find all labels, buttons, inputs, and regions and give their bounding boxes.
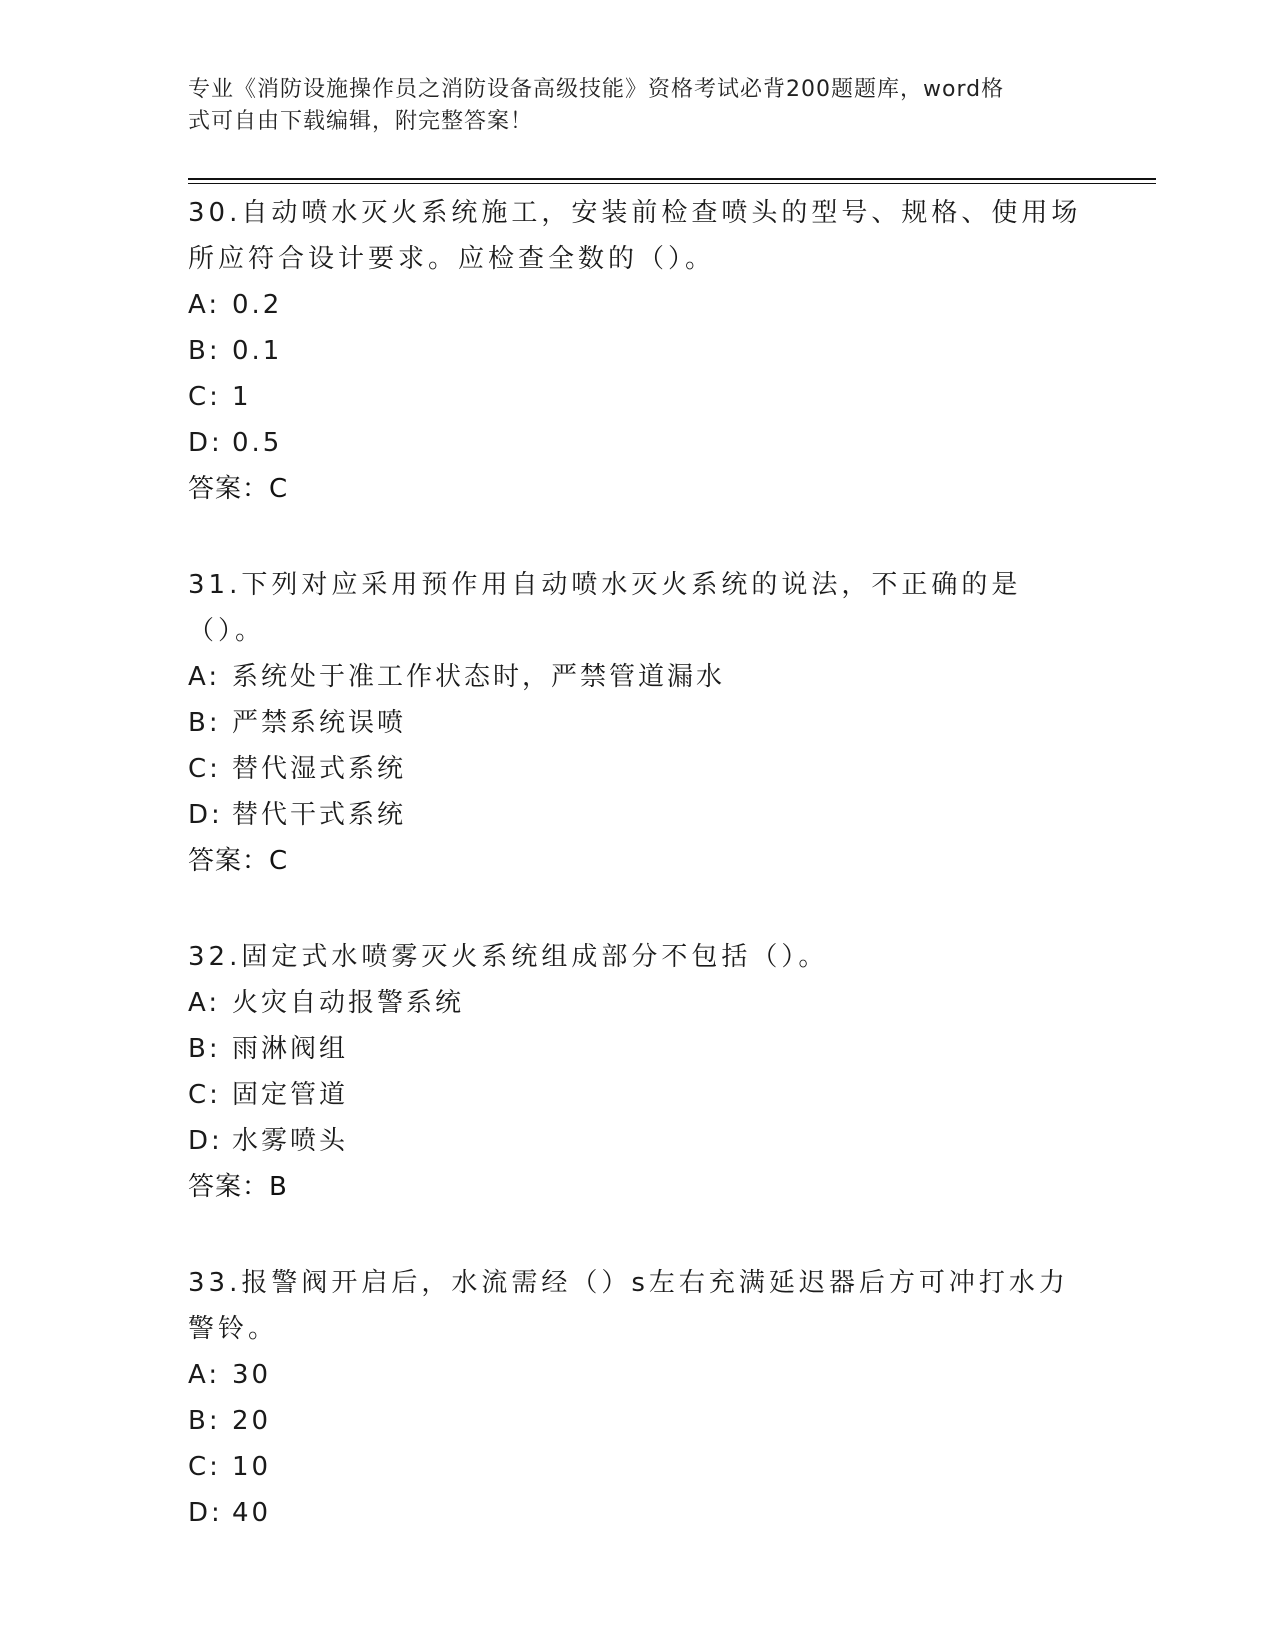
option-text: 0.5	[232, 428, 283, 458]
option-b	[188, 1398, 1088, 1444]
option-text: 40	[232, 1498, 272, 1528]
option-text: 0.1	[232, 336, 283, 366]
option-text: 替代湿式系统	[232, 754, 407, 784]
option-letter: D:	[188, 800, 223, 830]
option-letter: D:	[188, 1498, 223, 1528]
option-c	[188, 374, 1088, 420]
option-text: 30	[232, 1360, 272, 1390]
option-text: 系统处于准工作状态时，严禁管道漏水	[232, 662, 726, 692]
header-line-1: 专业《消防设施操作员之消防设备高级技能》资格考试必背200题题库，word格	[188, 77, 1005, 102]
option-d	[188, 420, 1088, 466]
option-text: 10	[232, 1452, 272, 1482]
option-a	[188, 980, 1088, 1026]
question-stem: 33.报警阀开启后，水流需经（）s左右充满延迟器后方可冲打水力警铃。	[188, 1268, 1069, 1344]
question-31	[188, 562, 1088, 884]
option-text: 水雾喷头	[232, 1126, 349, 1156]
option-text: 0.2	[232, 290, 283, 320]
option-letter: D:	[188, 1126, 223, 1156]
option-text: 雨淋阀组	[232, 1034, 349, 1064]
option-text: 1	[232, 382, 252, 412]
option-b	[188, 1026, 1088, 1072]
option-letter: D:	[188, 428, 223, 458]
option-letter: B:	[188, 708, 221, 738]
option-text: 替代干式系统	[232, 800, 407, 830]
option-text: 固定管道	[232, 1080, 349, 1110]
header-divider-thick	[188, 178, 1156, 180]
option-text: 严禁系统误喷	[232, 708, 407, 738]
option-text: 火灾自动报警系统	[232, 988, 465, 1018]
header-divider-thin	[188, 183, 1156, 184]
option-letter: C:	[188, 1080, 221, 1110]
question-list	[188, 190, 1088, 1586]
answer-line: 答案：C	[188, 846, 289, 876]
option-letter: B:	[188, 336, 221, 366]
option-c	[188, 1072, 1088, 1118]
option-d	[188, 1118, 1088, 1164]
option-letter: C:	[188, 754, 221, 784]
option-a	[188, 654, 1088, 700]
option-d	[188, 792, 1088, 838]
question-30	[188, 190, 1088, 512]
option-letter: B:	[188, 1034, 221, 1064]
question-33	[188, 1260, 1088, 1536]
answer-line: 答案：B	[188, 1172, 288, 1202]
option-text: 20	[232, 1406, 272, 1436]
option-b	[188, 700, 1088, 746]
option-letter: A:	[188, 662, 221, 692]
option-a	[188, 1352, 1088, 1398]
option-letter: A:	[188, 1360, 221, 1390]
option-a	[188, 282, 1088, 328]
document-header	[188, 74, 1068, 138]
question-32	[188, 934, 1088, 1210]
option-letter: A:	[188, 290, 221, 320]
question-stem: 31.下列对应采用预作用自动喷水灭火系统的说法，不正确的是（）。	[188, 570, 1022, 646]
option-c	[188, 1444, 1088, 1490]
option-letter: B:	[188, 1406, 221, 1436]
question-stem: 32.固定式水喷雾灭火系统组成部分不包括（）。	[188, 942, 829, 972]
option-d	[188, 1490, 1088, 1536]
question-stem: 30.自动喷水灭火系统施工，安装前检查喷头的型号、规格、使用场所应符合设计要求。应检查全数的（）。	[188, 198, 1082, 274]
header-line-2: 式可自由下载编辑，附完整答案！	[188, 109, 534, 134]
option-letter: C:	[188, 1452, 221, 1482]
answer-line: 答案：C	[188, 474, 289, 504]
option-c	[188, 746, 1088, 792]
option-letter: A:	[188, 988, 221, 1018]
option-letter: C:	[188, 382, 221, 412]
option-b	[188, 328, 1088, 374]
